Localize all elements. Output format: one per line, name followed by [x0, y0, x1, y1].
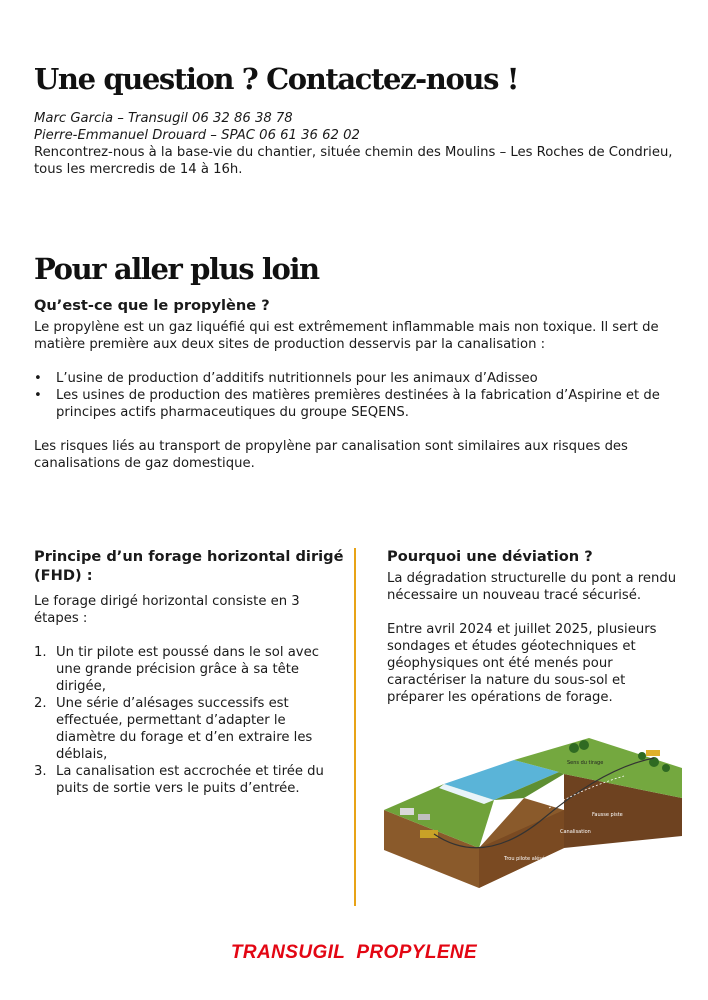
deviation-p1: La dégradation structurelle du pont a rendu nécessaire un nouveau tracé sécurisé. [387, 571, 677, 603]
contact-pierre: Pierre-Emmanuel Drouard – SPAC 06 61 36 62 02 [34, 128, 360, 143]
propylene-subtitle: Qu’est-ce que le propylène ? [34, 297, 270, 314]
list-item: • Les usines de production des matières premières destinées à la fabrication d’Aspirine et de principes actifs pharmaceutiques du groupe SEQENS. [34, 388, 660, 420]
label-tirage: Sens du tirage [567, 760, 604, 766]
contact-marc: Marc Garcia – Transugil 06 32 86 38 78 [34, 111, 293, 126]
list-item: • L’usine de production d’additifs nutritionnels pour les animaux d’Adisseo [34, 371, 538, 386]
deviation-title: Pourquoi une déviation ? [387, 548, 593, 565]
list-item: 3. La canalisation est accrochée et tirée du puits de sortie vers le puits d’entrée. [34, 764, 324, 796]
propylene-risks: Les risques liés au transport de propylène par canalisation sont similaires aux risques des canalisations de gaz domestique. [34, 439, 628, 471]
list-item: 1. Un tir pilote est poussé dans le sol avec une grande précision grâce à sa tête dirigée, [34, 645, 319, 694]
fhd-steps [34, 644, 344, 797]
contact-block [34, 110, 684, 178]
propylene-intro: Le propylène est un gaz liquéfié qui est extrêmement inflammable mais non toxique. Il sert de matière première aux deux sites de production desservis par la canalisation : [34, 320, 659, 352]
drilling-illustration [384, 738, 682, 888]
propylene-section [34, 296, 674, 472]
more-title: Pour aller plus loin [34, 252, 319, 286]
footer-brand: TRANSUGIL PROPYLENE [230, 942, 478, 963]
label-canalisation: Canalisation [560, 829, 591, 835]
label-fausse-piste: Fausse piste [592, 812, 623, 818]
contact-meeting: Rencontrez-nous à la base-vie du chantier, située chemin des Moulins – Les Roches de Condrieu, tous les mercredis de 14 à 16h. [34, 145, 673, 177]
column-divider [354, 548, 356, 906]
fhd-section [34, 547, 344, 797]
fhd-title: Principe d’un forage horizontal dirigé (FHD) : [34, 548, 344, 584]
deviation-section [387, 547, 677, 706]
label-trou-pilote: Trou pilote alésé [504, 856, 545, 862]
propylene-list [34, 370, 674, 421]
list-item: 2. Une série d’alésages successifs est effectuée, permettant d’adapter le diamètre du forage et d’en extraire les déblais, [34, 696, 313, 762]
fhd-intro: Le forage dirigé horizontal consiste en 3 étapes : [34, 594, 300, 626]
contact-title: Une question ? Contactez-nous ! [34, 62, 519, 96]
deviation-p2: Entre avril 2024 et juillet 2025, plusieurs sondages et études géotechniques et géophysiques ont été menés pour caractériser la nature du sous-sol et préparer les opérations de forage. [387, 622, 657, 705]
